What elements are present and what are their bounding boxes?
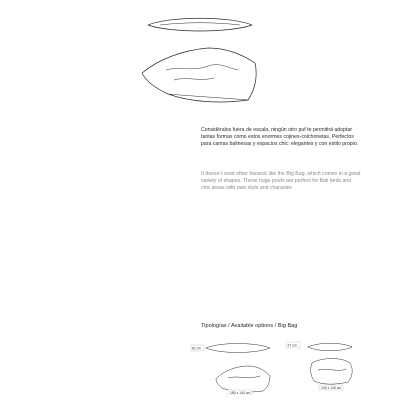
- perspective-outline: [311, 359, 352, 385]
- big-bag-illustration: [130, 8, 270, 106]
- perspective-fold: [318, 369, 346, 370]
- perspective-fold: [228, 376, 260, 378]
- description-spanish: Considéralos fuera de escala, ningún otro puf te permitirá adoptar tantas formas como estos enormes cojines-colchonetas. Perfectos para camas balinesas y espacios chic: elegantes y con estilo propio.: [201, 127, 359, 147]
- size-label: 180 x 140 cm: [230, 390, 251, 395]
- size-label: 140 x 140 cm: [321, 385, 342, 390]
- height-label: 30 cm: [191, 346, 201, 351]
- big-bag-perspective-view: [142, 48, 256, 102]
- height-label: 27 cm: [287, 343, 297, 348]
- description-english: It doesn´t exist other fasseck like the Big Bag, which comes in a great variety of shapes. These huge poufs are perfect for Bali beds and chic areas with own style and character.: [201, 171, 361, 191]
- options-diagram: [190, 335, 370, 395]
- options-title: Tipologías / Available options / Big Bag: [201, 323, 298, 329]
- big-bag-side-view: [148, 18, 252, 31]
- perspective-outline: [216, 366, 270, 392]
- option-140x140: [286, 342, 352, 390]
- side-view-outline: [206, 344, 270, 353]
- option-180x140: [190, 344, 270, 396]
- side-view-outline: [308, 343, 352, 351]
